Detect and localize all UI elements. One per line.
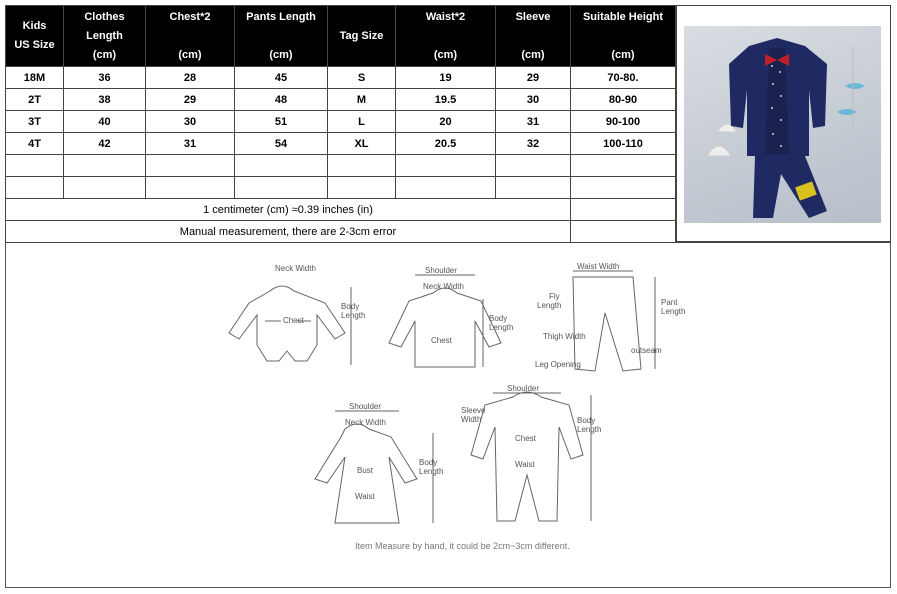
table-note-note2: Manual measurement, there are 2-3cm error	[6, 221, 571, 243]
table-cell: 51	[235, 111, 328, 133]
svg-text:Bust: Bust	[357, 466, 374, 475]
shirt-shoulder-label: Shoulder	[425, 266, 458, 275]
table-cell: 19	[396, 67, 496, 89]
svg-text:Length: Length	[419, 467, 444, 476]
svg-text:Length: Length	[537, 301, 562, 310]
bodysuit-neck-label: Neck Width	[275, 264, 316, 273]
header-chest: Chest*2 (cm)	[146, 6, 235, 67]
svg-text:Body: Body	[489, 314, 508, 323]
svg-text:Pant: Pant	[661, 298, 678, 307]
table-cell	[396, 155, 496, 177]
table-cell: 31	[496, 111, 571, 133]
table-cell: 31	[146, 133, 235, 155]
svg-text:Sleeve: Sleeve	[461, 406, 486, 415]
table-cell: 70-80.	[571, 67, 676, 89]
table-cell: 54	[235, 133, 328, 155]
measurement-diagrams	[5, 242, 891, 588]
table-cell	[6, 177, 64, 199]
svg-text:Length: Length	[489, 323, 514, 332]
svg-text:Chest: Chest	[283, 316, 304, 325]
table-cell: 40	[64, 111, 146, 133]
table-cell: 3T	[6, 111, 64, 133]
table-cell: L	[328, 111, 396, 133]
size-chart-table	[5, 5, 676, 243]
table-cell: 18M	[6, 67, 64, 89]
table-row	[6, 177, 676, 199]
header-suitable-height: Suitable Height (cm)	[571, 6, 676, 67]
header-tag-size: Tag Size	[328, 6, 396, 67]
table-cell: XL	[328, 133, 396, 155]
table-cell: 30	[146, 111, 235, 133]
table-cell	[571, 155, 676, 177]
svg-text:Waist: Waist	[355, 492, 375, 501]
header-clothes-length: Clothes Length (cm)	[64, 6, 146, 67]
table-cell	[496, 177, 571, 199]
table-header-row	[6, 6, 676, 67]
dress-shoulder-label: Shoulder	[349, 402, 382, 411]
svg-text:Body: Body	[419, 458, 438, 467]
svg-text:outseam: outseam	[631, 346, 662, 355]
svg-text:Thigh Width: Thigh Width	[543, 332, 586, 341]
romper-shoulder-label: Shoulder	[507, 384, 540, 393]
svg-text:Length: Length	[661, 307, 686, 316]
table-cell: 45	[235, 67, 328, 89]
table-cell: 32	[496, 133, 571, 155]
table-cell	[235, 155, 328, 177]
table-note-row	[6, 199, 676, 221]
table-cell	[571, 177, 676, 199]
pants-diagram	[535, 262, 685, 371]
pants-shape	[753, 156, 827, 218]
table-cell: M	[328, 89, 396, 111]
table-row	[6, 133, 676, 155]
diagram-caption: Item Measure by hand, it could be 2cm~3cm different.	[355, 541, 570, 551]
table-cell: 100-110	[571, 133, 676, 155]
table-cell	[328, 155, 396, 177]
bodysuit-diagram	[229, 264, 365, 365]
dress-diagram	[315, 402, 443, 523]
svg-text:Leg Opening: Leg Opening	[535, 360, 581, 369]
table-cell: 2T	[6, 89, 64, 111]
table-cell: 42	[64, 133, 146, 155]
table-cell: 4T	[6, 133, 64, 155]
table-cell	[396, 177, 496, 199]
svg-text:Neck Width: Neck Width	[423, 282, 464, 291]
table-cell	[6, 155, 64, 177]
table-cell: 80-90	[571, 89, 676, 111]
table-cell: 28	[146, 67, 235, 89]
measurement-guide	[5, 243, 891, 589]
svg-text:Width: Width	[461, 415, 482, 424]
table-cell	[64, 155, 146, 177]
table-cell: 20	[396, 111, 496, 133]
table-cell: 48	[235, 89, 328, 111]
shirt-diagram	[389, 266, 513, 367]
svg-text:Chest: Chest	[515, 434, 536, 443]
table-cell: 29	[146, 89, 235, 111]
header-waist: Waist*2 (cm)	[396, 6, 496, 67]
table-cell	[146, 177, 235, 199]
product-photo	[676, 5, 891, 242]
table-note-row	[6, 221, 676, 243]
table-cell	[571, 199, 676, 221]
table-note-note1: 1 centimeter (cm) ≈0.39 inches (in)	[6, 199, 571, 221]
table-cell: 19.5	[396, 89, 496, 111]
header-kids-us-size: Kids US Size	[6, 6, 64, 67]
table-row	[6, 67, 676, 89]
table-cell: 36	[64, 67, 146, 89]
shell-icon	[707, 146, 731, 156]
svg-text:Waist: Waist	[515, 460, 535, 469]
svg-text:Length: Length	[577, 425, 602, 434]
table-cell: 38	[64, 89, 146, 111]
table-cell	[571, 221, 676, 243]
table-row	[6, 155, 676, 177]
svg-text:Length: Length	[341, 311, 366, 320]
table-cell: 90-100	[571, 111, 676, 133]
outfit-image	[677, 6, 892, 243]
table-cell: 30	[496, 89, 571, 111]
table-cell: S	[328, 67, 396, 89]
svg-text:Fly: Fly	[549, 292, 560, 301]
svg-text:Body: Body	[341, 302, 360, 311]
header-sleeve: Sleeve (cm)	[496, 6, 571, 67]
svg-text:Body: Body	[577, 416, 596, 425]
table-cell	[496, 155, 571, 177]
table-cell	[328, 177, 396, 199]
table-cell: 29	[496, 67, 571, 89]
table-cell	[146, 155, 235, 177]
table-cell	[64, 177, 146, 199]
svg-text:Neck Width: Neck Width	[345, 418, 386, 427]
romper-diagram	[461, 384, 601, 521]
header-pants-length: Pants Length (cm)	[235, 6, 328, 67]
table-cell	[235, 177, 328, 199]
table-row	[6, 111, 676, 133]
table-row	[6, 89, 676, 111]
svg-text:Chest: Chest	[431, 336, 452, 345]
table-cell: 20.5	[396, 133, 496, 155]
pants-waist-label: Waist Width	[577, 262, 620, 271]
